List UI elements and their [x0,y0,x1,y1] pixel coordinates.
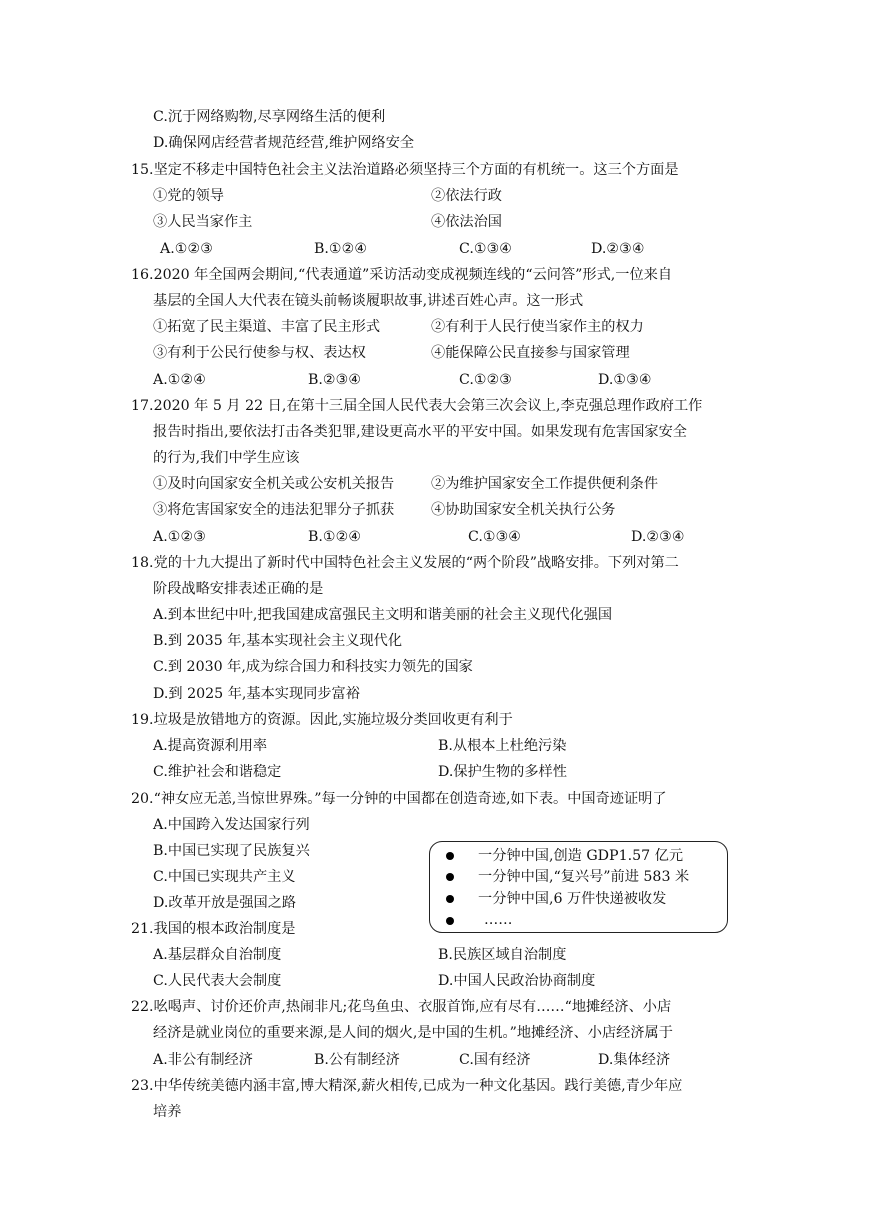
q23-stem-line1: 23.中华传统美德内涵丰富,博大精深,薪火相传,已成为一种文化基因。践行美德,青少年应 [131,1078,683,1094]
bullet-icon [446,917,454,925]
q20-box-line-1: 一分钟中国,创造 GDP1.57 亿元 [478,848,684,864]
q22-stem-line1: 22.吆喝声、讨价还价声,热闹非凡;花鸟鱼虫、衣服首饰,应有尽有……“地摊经济、小店 [131,999,672,1015]
q15-item-1: ①党的领导 [153,188,224,204]
q18-stem-line2: 阶段战略安排表述正确的是 [153,581,324,597]
q22-option-a: A.非公有制经济 [153,1052,253,1068]
q15-option-d: D.②③④ [591,241,645,257]
q20-box-line-3: 一分钟中国,6 万件快递被收发 [478,891,667,907]
q19-stem: 19.垃圾是放错地方的资源。因此,实施垃圾分类回收更有利于 [131,712,513,728]
q19-option-a: A.提高资源利用率 [153,738,268,754]
bullet-icon [446,873,454,881]
q21-option-c: C.人民代表大会制度 [153,973,282,989]
q17-option-c: C.①③④ [468,529,522,545]
q15-option-a: A.①②③ [160,241,213,257]
q17-stem-line1: 17.2020 年 5 月 22 日,在第十三届全国人民代表大会第三次会议上,李克强总理作政府工作 [131,398,703,414]
q16-item-2: ②有利于人民行使当家作主的权力 [431,319,644,335]
q21-stem: 21.我国的根本政治制度是 [131,921,296,937]
q16-option-b: B.②③④ [308,372,362,388]
q15-item-3: ③人民当家作主 [153,214,253,230]
q17-item-4: ④协助国家安全机关执行公务 [431,502,616,518]
q20-option-b: B.中国已实现了民族复兴 [153,843,310,859]
q21-option-d: D.中国人民政治协商制度 [438,973,596,989]
q17-item-2: ②为维护国家安全工作提供便利条件 [431,476,659,492]
q15-item-2: ②依法行政 [431,188,502,204]
q19-option-c: C.维护社会和谐稳定 [153,764,282,780]
q22-stem-line2: 经济是就业岗位的重要来源,是人间的烟火,是中国的生机。”地摊经济、小店经济属于 [153,1025,673,1041]
q20-stem: 20.“神女应无恙,当惊世界殊。”每一分钟的中国都在创造奇迹,如下表。中国奇迹证明了 [131,791,667,807]
q14-option-d: D.确保网店经营者规范经营,维护网络安全 [153,135,415,151]
q16-option-d: D.①③④ [598,372,652,388]
q21-option-b: B.民族区域自治制度 [438,947,567,963]
q17-stem-line3: 的行为,我们中学生应该 [153,450,300,466]
q19-option-b: B.从根本上杜绝污染 [438,738,567,754]
q16-item-3: ③有利于公民行使参与权、表达权 [153,345,366,361]
q16-stem-line1: 16.2020 年全国两会期间,“代表通道”采访活动变成视频连线的“云问答”形式,一位来自 [131,267,673,283]
q16-option-c: C.①②③ [459,372,513,388]
q17-item-1: ①及时向国家安全机关或公安机关报告 [153,476,395,492]
q22-option-c: C.国有经济 [459,1052,531,1068]
q20-box-line-4: …… [484,912,513,928]
q22-option-b: B.公有制经济 [314,1052,400,1068]
q16-item-4: ④能保障公民直接参与国家管理 [431,345,630,361]
q21-option-a: A.基层群众自治制度 [153,947,282,963]
q16-stem-line2: 基层的全国人大代表在镜头前畅谈履职故事,讲述百姓心声。这一形式 [153,293,584,309]
q17-stem-line2: 报告时指出,要依法打击各类犯罪,建设更高水平的平安中国。如果发现有危害国家安全 [153,424,687,440]
q20-box-line-2: 一分钟中国,“复兴号”前进 583 米 [478,869,690,885]
q15-item-4: ④依法治国 [431,214,502,230]
q16-option-a: A.①②④ [153,372,206,388]
q18-option-c: C.到 2030 年,成为综合国力和科技实力领先的国家 [153,659,473,675]
q16-item-1: ①拓宽了民主渠道、丰富了民主形式 [153,319,381,335]
q20-option-a: A.中国跨入发达国家行列 [153,817,310,833]
q15-option-b: B.①②④ [314,241,368,257]
bullet-icon [446,895,454,903]
q15-option-c: C.①③④ [459,241,513,257]
q18-option-a: A.到本世纪中叶,把我国建成富强民主文明和谐美丽的社会主义现代化强国 [153,607,613,623]
q19-option-d: D.保护生物的多样性 [438,764,567,780]
q15-stem: 15.坚定不移走中国特色社会主义法治道路必须坚持三个方面的有机统一。这三个方面是 [131,162,679,178]
q17-item-3: ③将危害国家安全的违法犯罪分子抓获 [153,502,395,518]
q20-option-d: D.改革开放是强国之路 [153,895,297,911]
q20-option-c: C.中国已实现共产主义 [153,869,296,885]
bullet-icon [446,852,454,860]
q18-option-d: D.到 2025 年,基本实现同步富裕 [153,686,360,702]
q22-option-d: D.集体经济 [598,1052,671,1068]
q17-option-a: A.①②③ [153,529,206,545]
q14-option-c: C.沉于网络购物,尽享网络生活的便利 [153,109,386,125]
q18-stem-line1: 18.党的十九大提出了新时代中国特色社会主义发展的“两个阶段”战略安排。下列对第二 [131,555,679,571]
q17-option-b: B.①②④ [308,529,362,545]
q17-option-d: D.②③④ [631,529,685,545]
q23-stem-line2: 培养 [153,1104,182,1120]
q18-option-b: B.到 2035 年,基本实现社会主义现代化 [153,633,403,649]
